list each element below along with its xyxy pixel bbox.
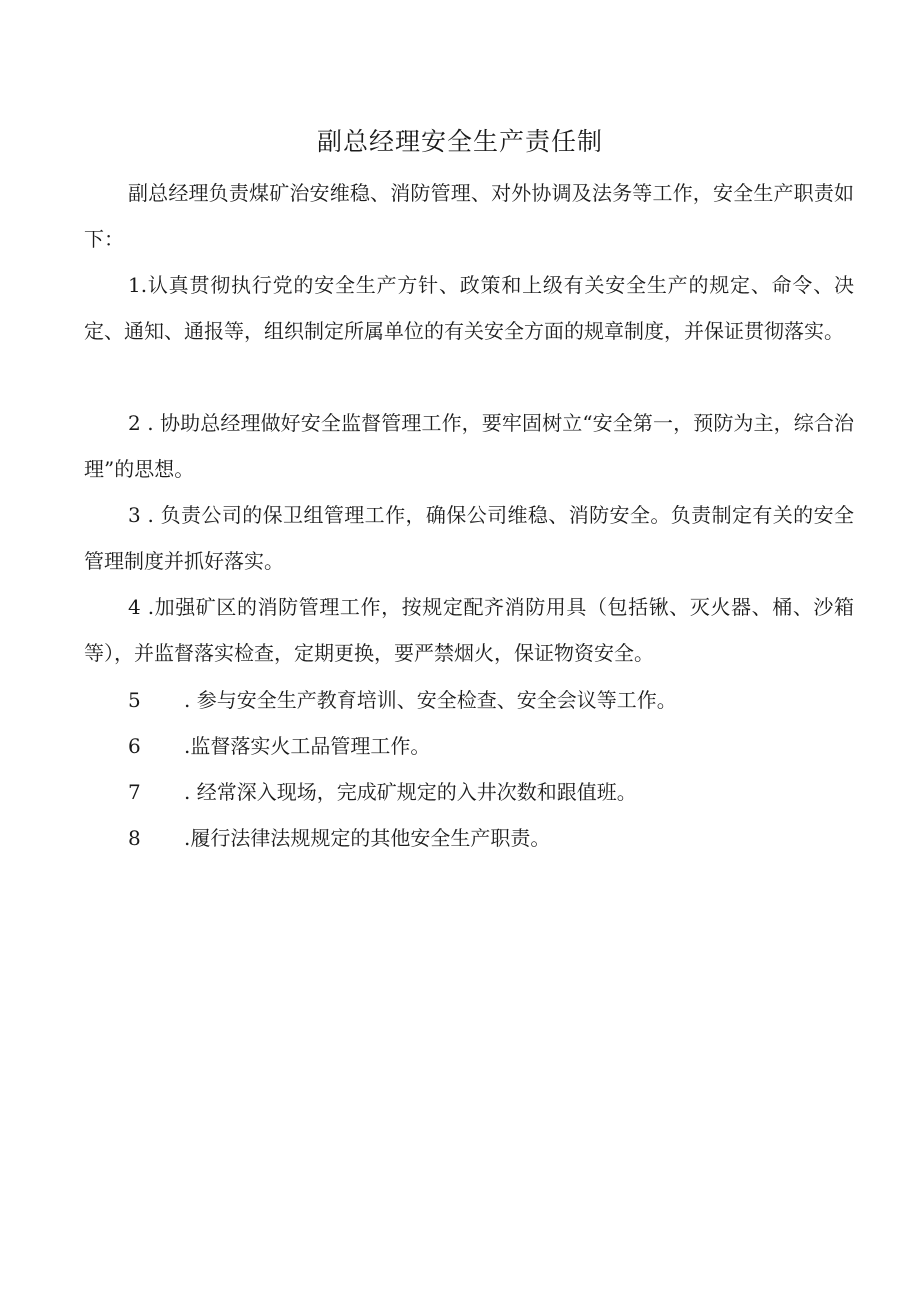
list-item-6	[128, 723, 430, 769]
item-number: 4	[128, 595, 141, 619]
item-text: . 负责公司的保卫组管理工作，确保公司维稳、消防安全。负责制定有关的安全管理制度并抓好落实。	[84, 503, 854, 573]
item-text: . 协助总经理做好安全监督管理工作，要牢固树立“安全第一，预防为主，综合治理”的思想。	[84, 411, 854, 481]
item-number: 8	[128, 826, 141, 850]
list-item-2	[84, 400, 854, 492]
list-item-1	[84, 262, 854, 354]
item-text: . 经常深入现场，完成矿规定的入井次数和跟值班。	[184, 780, 637, 804]
list-item-5	[128, 677, 677, 723]
page-title: 副总经理安全生产责任制	[316, 127, 603, 156]
item-text: .履行法律法规规定的其他安全生产职责。	[184, 826, 551, 850]
item-number: 7	[128, 780, 141, 804]
item-text: . 参与安全生产教育培训、安全检查、安全会议等工作。	[184, 688, 677, 712]
item-text: 认真贯彻执行党的安全生产方针、政策和上级有关安全生产的规定、命令、决定、通知、通报等，组织制定所属单位的有关安全方面的规章制度，并保证贯彻落实。	[84, 273, 854, 343]
item-number: 6	[128, 734, 141, 758]
intro-paragraph: 副总经理负责煤矿治安维稳、消防管理、对外协调及法务等工作，安全生产职责如下：	[84, 181, 854, 251]
item-number: 1.	[128, 273, 148, 297]
list-item-8	[128, 815, 550, 861]
item-number: 5	[128, 688, 141, 712]
item-text: .监督落实火工品管理工作。	[184, 734, 431, 758]
list-item-3	[84, 492, 854, 584]
item-number: 2	[128, 411, 141, 435]
list-item-4	[84, 584, 854, 676]
item-text: .加强矿区的消防管理工作，按规定配齐消防用具（包括锹、灭火器、桶、沙箱等），并监督落实检查，定期更换，要严禁烟火，保证物资安全。	[84, 595, 855, 665]
item-number: 3	[128, 503, 141, 527]
list-item-7	[128, 769, 637, 815]
